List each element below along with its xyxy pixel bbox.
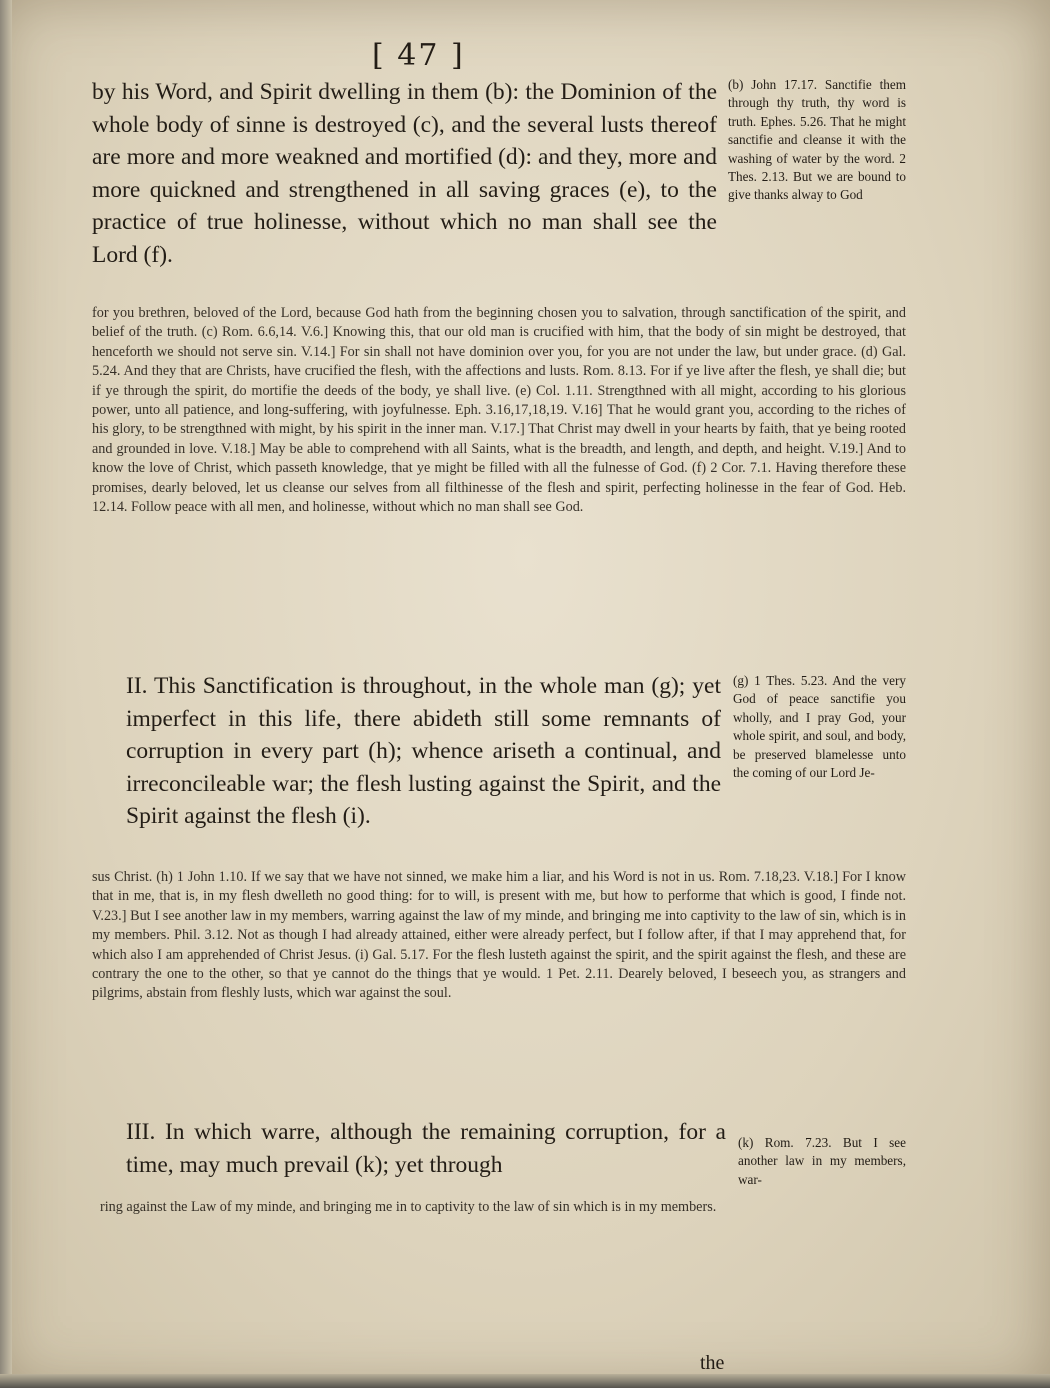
catchword: the (700, 1352, 725, 1374)
section-1-text: by his Word, and Spirit dwelling in them (b): the Dominion of the whole body of sinne is destroyed (c), and the several lusts thereof are more and more weakned and mortified (d): and they, more and more quickned and strengthened in all saving graces (e), to the practice of true holinesse, without which no man shall see the Lord (f). (92, 79, 717, 268)
section-2-text: II. This Sanctification is throughout, in the whole man (g); yet imperfect in this life, there abideth still some remnants of corruption in every part (h); whence ariseth a continual, and irreconcileable war; the flesh lusting against the Spirit, and the Spirit against the flesh (i). (126, 673, 721, 829)
section-1-footnote: for you brethren, beloved of the Lord, because God hath from the beginning chosen you to salvation, through sanctification of the spirit, and belief of the truth. (c) Rom. 6.6,14. V.6.] Knowing this, that our old man is crucified with him, that the body of sin might be destroyed, that henceforth we should not serve sin. V.14.] For sin shall not have dominion over you, for you are not under the law, but under grace. (d) Gal. 5.24. And they that are Christs, have crucified the flesh, with the affections and lusts. Rom. 8.13. For if ye live after the flesh, ye shall die; but if ye through the spirit, do mortifie the deeds of the body, ye shall live. (e) Col. 1.11. Strengthned with all might, according to his glorious power, unto all patience, and long-suffering, with joyfulnesse. Eph. 3.16,17,18,19. V.16] That he would grant you, according to the riches of his glory, to be strengthned with might, by his spirit in the inner man. V.17.] That Christ may dwell in your hearts by faith, that ye being rooted and grounded in love. V.18.] May be able to comprehend with all Saints, what is the breadth, and length, and depth, and height. V.19.] And to know the love of Christ, which passeth knowledge, that ye might be filled with all the fulnesse of God. (f) 2 Cor. 7.1. Having therefore these promises, dearly beloved, let us cleanse our selves from all filthinesse of the flesh and spirit, perfecting holinesse in the fear of God. Heb. 12.14. Follow peace with all men, and holinesse, without which no man shall see God. (92, 305, 906, 516)
page-number: [ 47 ] (372, 38, 465, 73)
page-left-edge (0, 0, 12, 1388)
section-2-footnote: sus Christ. (h) 1 John 1.10. If we say that we have not sinned, we make him a liar, and his Word is not in us. Rom. 7.18,23. V.18.] For I know that in me, that is, in my flesh dwelleth no good thing: for to will, is present with me, but how to performe that which is good, I finde not. V.23.] But I see another law in my members, warring against the law of my minde, and bringing me into captivity to the law of sin, which is in my members. Phil. 3.12. Not as though I had already attained, either were already perfect, but I follow after, if that I may apprehend that, for which also I am apprehended of Christ Jesus. (i) Gal. 5.17. For the flesh lusteth against the spirit, and the spirit against the flesh, and these are contrary the one to the other, so that ye cannot do the things that ye would. 1 Pet. 2.11. Dearely beloved, I beseech you, as strangers and pilgrims, abstain from fleshly lusts, which war against the soul. (92, 869, 906, 1002)
section-3-footnote: ring against the Law of my minde, and bringing me in to captivity to the law of sin which is in my members. (100, 1199, 717, 1215)
section-2-margin-note: (g) 1 Thes. 5.23. And the very God of peace sanctifie you wholly, and I pray God, your whole spirit, and soul, and body, be preserved blamelesse unto the coming of our Lord Je- (733, 673, 906, 781)
section-3-text: III. In which warre, although the remaining corruption, for a time, may much prevail (k); yet through (126, 1119, 726, 1178)
section-1-margin-note: (b) John 17.17. Sanctifie them through thy truth, thy word is truth. Ephes. 5.26. That he might sanctifie and cleanse it with the washing of water by the word. 2 Thes. 2.13. But we are bound to give thanks alway to God (728, 77, 906, 203)
page-bottom-edge (0, 1374, 1050, 1388)
section-3-margin-note: (k) Rom. 7.23. But I see another law in my members, war- (738, 1135, 906, 1187)
